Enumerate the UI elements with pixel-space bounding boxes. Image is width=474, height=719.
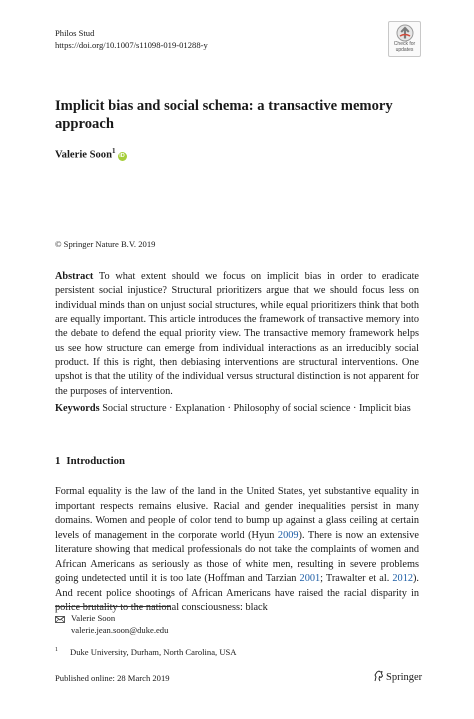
author-line (55, 147, 127, 161)
affiliation-text: Duke University, Durham, North Carolina, USA (70, 646, 237, 657)
citation-link[interactable]: 2012 (392, 573, 413, 584)
author-name[interactable]: Valerie Soon (55, 149, 112, 161)
body-text: Formal equality is the law of the land in the United States, yet substantive equality in important respects remains elusive. Racial and gender inequalities persist in many domains. Women and people of color tend to bump up against a glass ceiling at certain levels of management in the corporate world (Hyun (55, 486, 419, 541)
author-affiliation-mark: 1 (112, 147, 116, 155)
keywords (55, 402, 419, 416)
springer-horse-icon (373, 670, 384, 682)
doi-link[interactable]: https://doi.org/10.1007/s11098-019-01288-y (55, 40, 208, 50)
abstract (55, 270, 419, 399)
citation-link[interactable]: 2001 (299, 573, 321, 584)
publisher-name: Springer (386, 672, 423, 683)
check-for-updates-icon (396, 24, 414, 42)
publisher-logo[interactable] (373, 670, 422, 683)
body-text: ; Trawalter et al. (320, 573, 393, 584)
abstract-text: To what extent should we focus on implicit bias in order to eradicate persistent social injustice? Structural prioritizers argue that we should focus less on individual minds than on unjust social structures, while equal prioritizers think that both are equally important. This article introduces the framework of transactive memory into the debate to defend the equal priority view. The transactive memory framework helps us see how structure can emerge from individual interactions as an irreducibly social product. If this is right, then debiasing interventions are structural interventions. One upshot is that the utility of the individual versus structural distinction is not apparent for the purposes of intervention. (55, 271, 419, 397)
body-text: ). And recent police shootings of African Americans have raised the racial disparity in police brutality to the national consciousness: black (55, 573, 419, 613)
contact-name: Valerie Soon (71, 613, 116, 623)
copyright-notice: © Springer Nature B.V. 2019 (55, 239, 156, 249)
intro-paragraph (55, 485, 419, 616)
corresponding-author (55, 612, 168, 636)
section-heading (55, 455, 125, 467)
check-for-updates-badge[interactable] (388, 21, 421, 57)
contact-email[interactable]: valerie.jean.soon@duke.edu (71, 625, 169, 635)
badge-line1: Check for (393, 41, 416, 47)
published-date: Published online: 28 March 2019 (55, 673, 170, 683)
body-text: ). There is now an extensive literature showing that medical professionals do not take the complaints of women and African Americans as seriously as those of white men, resulting in severe problems going undetected until it is too late (Hoffman and Tarzian (55, 529, 419, 584)
affiliation-note (55, 644, 237, 658)
keywords-label: Keywords (55, 403, 100, 414)
citation-link[interactable]: 2009 (277, 529, 299, 541)
keywords-text: Social structure · Explanation · Philosophy of social science · Implicit bias (102, 403, 411, 414)
affiliation-number: 1 (55, 647, 58, 653)
section-title: Introduction (66, 455, 126, 467)
orcid-icon[interactable]: iD (119, 152, 125, 159)
section-number: 1 (55, 455, 61, 467)
badge-line2: updates (395, 46, 414, 53)
footnote-divider (55, 606, 171, 607)
article-title: Implicit bias and social schema: a transactive memory approach (55, 98, 393, 132)
abstract-label: Abstract (55, 271, 94, 282)
journal-header (55, 27, 208, 51)
journal-name: Philos Stud (55, 28, 95, 38)
envelope-icon (55, 614, 65, 626)
